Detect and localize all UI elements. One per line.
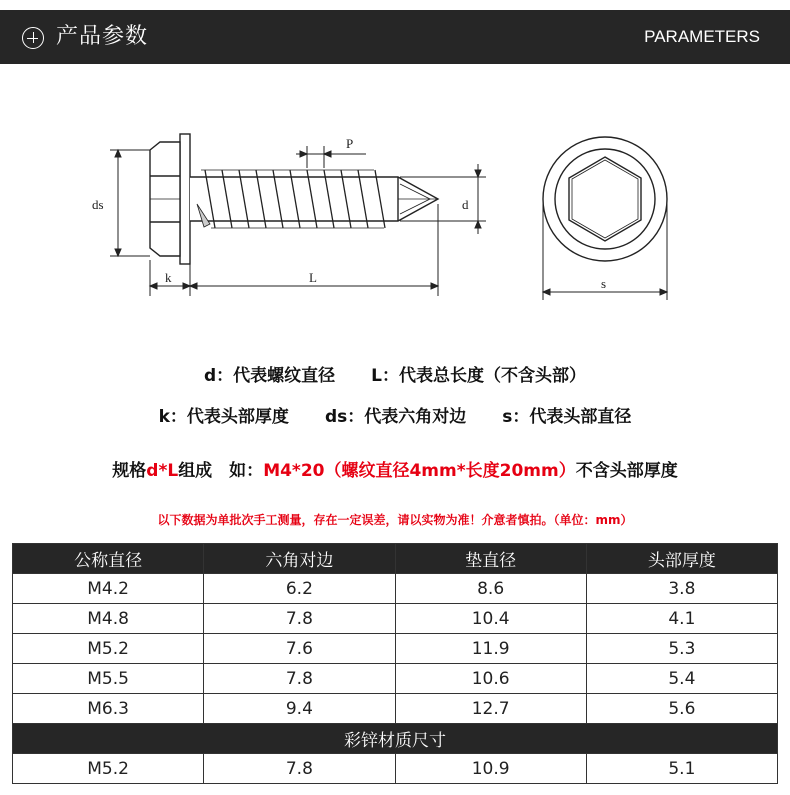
table-header-row (13, 544, 778, 574)
spec-table (12, 543, 778, 784)
table-cell: 12.7 (395, 694, 586, 724)
table-cell: 5.3 (586, 634, 777, 664)
spec-mid: 组成 如： (178, 461, 264, 481)
table-row (13, 574, 778, 604)
spec-example-line (0, 456, 790, 481)
table-row (13, 694, 778, 724)
col-header-head-thickness: 头部厚度 (586, 544, 777, 574)
spec-suffix: 不含头部厚度 (575, 461, 678, 481)
table-cell: 5.4 (586, 664, 777, 694)
legend-s: s：代表头部直径 (502, 407, 632, 427)
measurement-note: 以下数据为单批次手工测量，存在一定误差，请以实物为准！介意者慎拍。（单位：mm） (157, 513, 633, 527)
section-subtitle: PARAMETERS (644, 27, 760, 46)
table-cell: M6.3 (13, 694, 204, 724)
table-row (13, 664, 778, 694)
table-cell: 7.8 (204, 604, 395, 634)
table-cell: 4.1 (586, 604, 777, 634)
label-ds: ds (92, 197, 104, 212)
screw-side-view (150, 134, 438, 264)
legend-d: d：代表螺纹直径 (203, 366, 336, 386)
table-cell: M5.2 (13, 754, 204, 784)
legend-l: L：代表总长度（不含头部） (371, 366, 586, 386)
legend-ds: ds：代表六角对边 (324, 407, 467, 427)
col-header-nominal-diameter: 公称直径 (13, 544, 204, 574)
table-cell: 10.6 (395, 664, 586, 694)
label-p: P (346, 136, 354, 151)
table-row (13, 754, 778, 784)
table-row (13, 604, 778, 634)
table-cell: 5.6 (586, 694, 777, 724)
table-cell: 8.6 (395, 574, 586, 604)
table-section-row (13, 724, 778, 754)
table-section-title: 彩锌材质尺寸 (13, 724, 778, 754)
section-title: 产品参数 (56, 24, 149, 49)
table-cell: 7.6 (204, 634, 395, 664)
label-k: k (165, 270, 172, 285)
spec-highlight: d*L (146, 461, 179, 481)
legend-line-2 (0, 402, 790, 427)
screw-dimension-diagram (0, 64, 790, 354)
table-cell: M4.2 (13, 574, 204, 604)
spec-prefix: 规格 (112, 461, 147, 481)
table-cell: 3.8 (586, 574, 777, 604)
table-cell: M4.8 (13, 604, 204, 634)
table-cell: 11.9 (395, 634, 586, 664)
plus-circle-icon (22, 27, 44, 49)
table-cell: M5.5 (13, 664, 204, 694)
table-cell: 7.8 (204, 664, 395, 694)
table-cell: M5.2 (13, 634, 204, 664)
legend-k: k：代表头部厚度 (158, 407, 289, 427)
table-row (13, 634, 778, 664)
table-cell: 5.1 (586, 754, 777, 784)
col-header-washer-diameter: 垫直径 (395, 544, 586, 574)
label-d: d (462, 197, 469, 212)
section-header (0, 10, 790, 64)
table-cell: 10.4 (395, 604, 586, 634)
table-cell: 10.9 (395, 754, 586, 784)
spec-example: M4*20（螺纹直径4mm*长度20mm） (263, 461, 576, 481)
col-header-hex-across-flats: 六角对边 (204, 544, 395, 574)
label-s: s (601, 276, 607, 291)
table-cell: 6.2 (204, 574, 395, 604)
legend-line-1 (0, 361, 790, 386)
table-cell: 7.8 (204, 754, 395, 784)
table-cell: 9.4 (204, 694, 395, 724)
label-l: L (309, 270, 317, 285)
